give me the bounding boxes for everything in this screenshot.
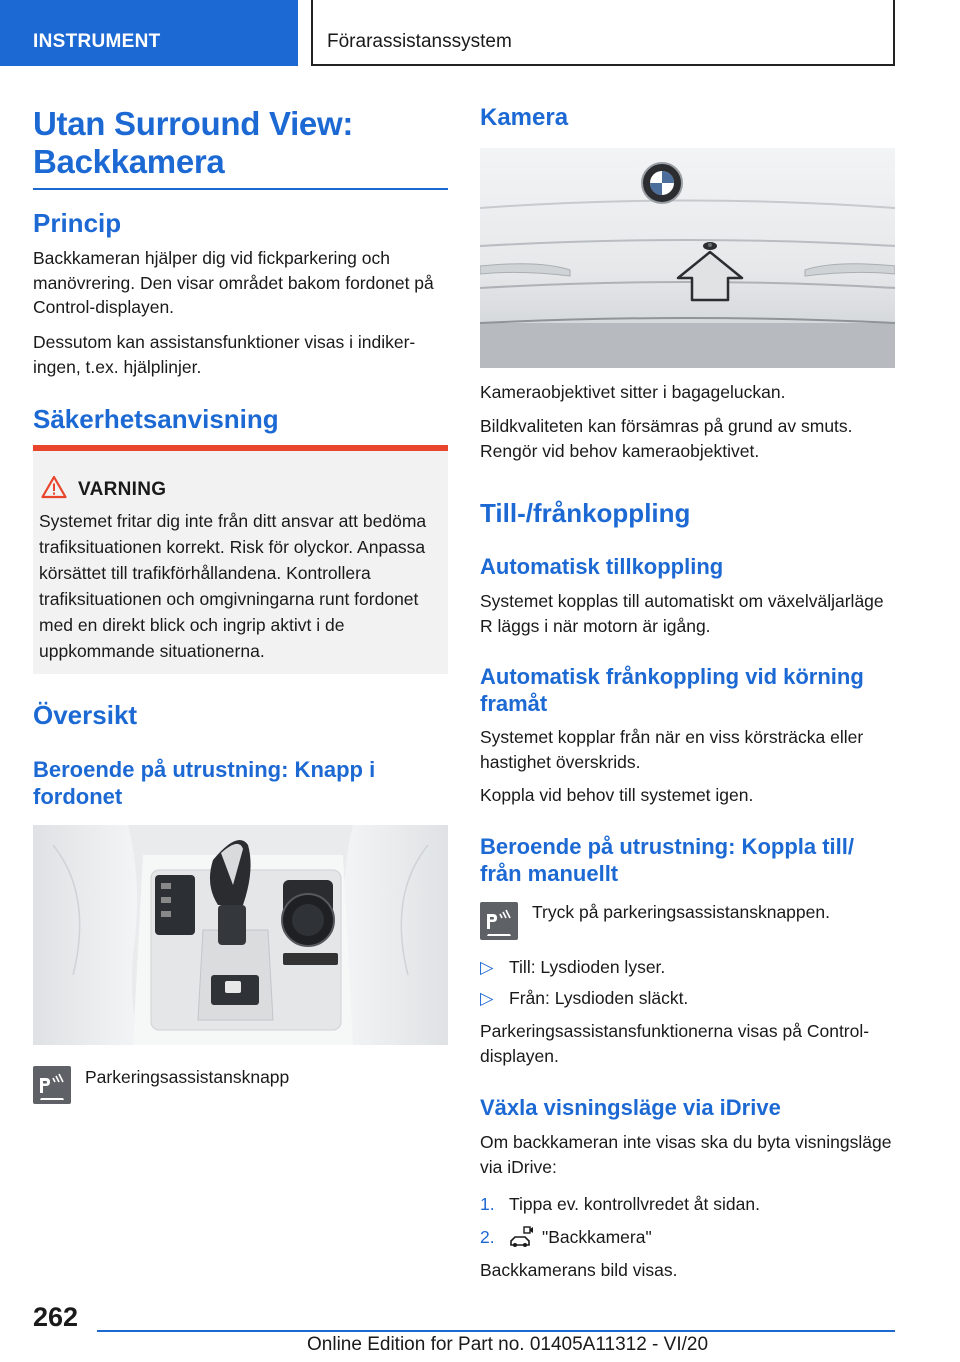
auto-off-text-1: Systemet kopplar från när en viss körsträcka eller hastighet överskrids. xyxy=(480,727,864,772)
idrive-result: Backkamerans bild visas. xyxy=(480,1260,678,1280)
page-number: 262 xyxy=(33,1302,79,1332)
warning-box xyxy=(33,445,448,674)
camera-paragraph-2: Bildkvaliteten kan försämras på grund av smuts. Rengör vid behov kameraobjektivet. xyxy=(480,416,853,461)
overview-heading: Översikt xyxy=(33,700,138,730)
header-chapter-box xyxy=(311,0,895,66)
toggle-heading: Till-/frånkoppling xyxy=(480,498,691,528)
auto-off-text-2: Koppla vid behov till systemet igen. xyxy=(480,785,754,805)
manual-text: Tryck på parkeringsassistansknappen. xyxy=(532,902,830,922)
princip-paragraph-2: Dessutom kan assistansfunktioner visas i indikeringen, t.ex. hjälplinjer. xyxy=(33,332,416,377)
tailgate-camera-photo xyxy=(480,148,895,368)
camera-paragraph-1: Kameraobjektivet sitter i bagageluckan. xyxy=(480,382,786,402)
warning-text: Systemet fritar dig inte från ditt ansvar att bedöma trafiksituationen korrekt. Risk för olyckor. Anpassa körsättet till trafikförhållandena. Kontrollera trafiksituationen och omgivningarna runt fordonet med en direkt blick och ingrip aktivt i de uppkommande situationerna. xyxy=(39,511,427,661)
rear-camera-icon xyxy=(509,1225,535,1249)
center-console-photo xyxy=(33,825,448,1045)
header-chapter-label: Förarassistanssystem xyxy=(327,31,512,52)
overview-caption: Parkeringsassistansknapp xyxy=(85,1067,290,1087)
princip-heading: Princip xyxy=(33,208,122,238)
header-section-tab xyxy=(0,0,298,66)
page-title: Utan Surround View: Backkamera xyxy=(33,105,448,190)
safety-heading: Säkerhetsanvisning xyxy=(33,404,279,434)
header-section-label: INSTRUMENT xyxy=(33,31,161,52)
overview-subheading: Beroende på utrustning: Knapp i fordonet xyxy=(33,757,376,809)
idrive-heading: Växla visningsläge via iDrive xyxy=(480,1095,781,1120)
after-bullets-text: Parkeringsassistansfunktionerna visas på Control-displayen. xyxy=(480,1021,870,1066)
warning-triangle-icon xyxy=(41,475,67,499)
auto-on-text: Systemet kopplas till automatiskt om växelväljarläge R läggs i när motorn är igång. xyxy=(480,591,884,636)
manual-heading: Beroende på utrustning: Koppla till/ från manuellt xyxy=(480,834,854,886)
auto-on-heading: Automatisk tillkoppling xyxy=(480,554,724,579)
idrive-intro: Om backkameran inte visas ska du byta visningsläge via iDrive: xyxy=(480,1132,892,1177)
triangle-bullet-icon: ▷ xyxy=(480,957,494,977)
parking-assist-button-icon xyxy=(33,1066,71,1104)
warning-title: VARNING xyxy=(78,479,167,500)
footer-rule xyxy=(97,1330,895,1332)
princip-paragraph-1: Backkameran hjälper dig vid fickparkering och manövrering. Den visar området bakom fordonet på Control-displayen. xyxy=(33,248,434,317)
auto-off-heading: Automatisk frånkoppling vid körning framåt xyxy=(480,664,864,716)
camera-heading: Kamera xyxy=(480,104,569,131)
parking-assist-button-icon-2 xyxy=(480,902,518,940)
footer-edition: Online Edition for Part no. 01405A11312 - VI/20 xyxy=(307,1334,709,1355)
triangle-bullet-icon: ▷ xyxy=(480,988,494,1008)
